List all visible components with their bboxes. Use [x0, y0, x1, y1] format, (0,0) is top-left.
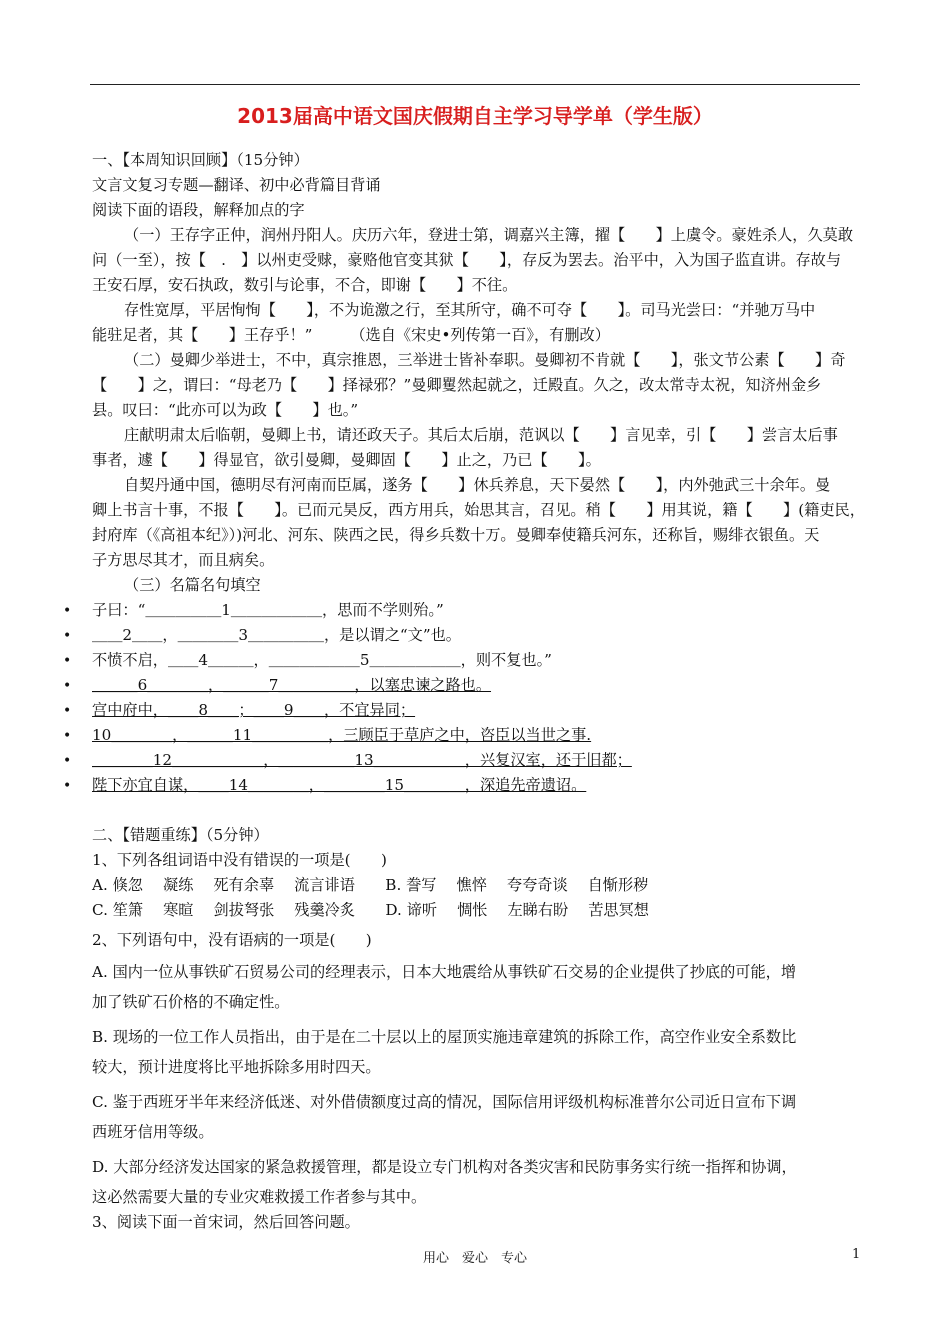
option-a-line: 加了铁矿石价格的不确定性。	[92, 993, 290, 1011]
passage2-line: 能驻足者，其【 】王存乎！” （选自《宋史•列传第一百》，有删改）	[92, 326, 610, 344]
bullet: •	[63, 728, 72, 744]
option-b-line: B. 现场的一位工作人员指出，由于是在二十层以上的屋顶实施违章建筑的拆除工作，高空作业安全系数比	[92, 1028, 797, 1046]
option-c-line: C. 鉴于西班牙半年来经济低迷、对外借债额度过高的情况，国际信用评级机构标准普尔公司近日宣布下调	[92, 1093, 797, 1111]
bullet: •	[63, 628, 72, 644]
passage5-line: 封府库（《高祖本纪》）)河北、河东、陕西之民，得乡兵数十万。曼卿奉使籍兵河东，还称旨，赐绯衣银鱼。天	[92, 526, 820, 544]
question-2: 2、下列语句中，没有语病的一项是( )	[92, 931, 372, 949]
passage1-line: 问（一至），按【 . 】以州吏受赇，豪赂他官变其狱【 】，存反为罢去。治平中，入为国子监直讲。存故与	[92, 251, 842, 269]
fill-line: 不愤不启，＿＿4＿＿＿，＿＿＿＿＿＿5＿＿＿＿＿＿，则不复也。”	[92, 651, 552, 669]
option-c-line: 西班牙信用等级。	[92, 1123, 214, 1141]
footer-text: 用心 爱心 专心	[422, 1251, 527, 1266]
section2-heading: 二、【错题重练】（5分钟）	[92, 826, 269, 844]
passage4-line: 庄献明肃太后临朝，曼卿上书，请还政天子。其后太后崩，范讽以【 】言见幸，引【 】尝言太后事	[124, 426, 838, 444]
passage1-line: （一）王存字正仲，润州丹阳人。庆历六年，登进士第，调嘉兴主簿，擢【 】上虞令。豪姓杀人，久莫敢	[124, 226, 853, 244]
question-3: 3、阅读下面一首宋词，然后回答问题。	[92, 1213, 360, 1231]
option-a-line: A. 国内一位从事铁矿石贸易公司的经理表示，日本大地震给从事铁矿石交易的企业提供了抄底的可能，增	[92, 963, 797, 981]
passage5-line: 子方思尽其才，而且病矣。	[92, 551, 275, 569]
passage3-line: 【 】之，谓曰：“母老乃【 】择禄邪？”曼卿矍然起就之，迁殿直。久之，改太常寺太祝，知济州金乡	[92, 376, 822, 394]
fill-line: 陛下亦宜自谋，＿＿14＿＿＿＿，＿＿＿＿15＿＿＿＿，深追先帝遗诏。	[92, 776, 587, 794]
bullet: •	[63, 653, 72, 669]
passage3-line: 县。叹曰：“此亦可以为政【 】也。”	[92, 401, 359, 419]
question-1: 1、下列各组词语中没有错误的一项是( )	[92, 851, 387, 869]
document-title: 2013届高中语文国庆假期自主学习导学单（学生版）	[237, 104, 713, 128]
fill-line: 宫中府中，＿＿8＿＿；＿＿9＿＿，不宜异同；	[92, 701, 416, 719]
section1-heading: 一、【本周知识回顾】（15分钟）	[92, 151, 309, 169]
bullet: •	[63, 703, 72, 719]
bullet: •	[63, 603, 72, 619]
fill-line: ＿＿2＿＿，＿＿＿＿3＿＿＿＿＿，是以谓之“文”也。	[92, 626, 461, 644]
fill-line: ＿＿＿＿12＿＿＿＿＿＿，＿＿＿＿＿13＿＿＿＿＿＿，兴复汉室，还于旧都；	[92, 751, 632, 769]
header-rule	[90, 84, 860, 85]
option-b-line: 较大，预计进度将比平地拆除多用时四天。	[92, 1058, 381, 1076]
part3-heading: （三）名篇名句填空	[124, 576, 261, 594]
fill-line: 子曰：“＿＿＿＿＿1＿＿＿＿＿＿，思而不学则殆。”	[92, 601, 444, 619]
passage5-line: 自契丹通中国，德明尽有河南而臣属，遂务【 】休兵养息，天下晏然【 】，内外弛武三十余年。曼	[124, 476, 831, 494]
passage1-line: 王安石厚，安石执政，数引与论事，不合，即谢【 】不往。	[92, 276, 518, 294]
passage3-line: （二）曼卿少举进士，不中，真宗推恩，三举进士皆补奉职。曼卿初不肯就【 】，张文节公素【 】奇	[124, 351, 846, 369]
section1-sub1: 文言文复习专题—翻译、初中必背篇目背诵	[92, 176, 381, 194]
fill-line: 10＿＿＿＿，＿＿＿11＿＿＿＿＿，三顾臣于草庐之中，咨臣以当世之事.	[92, 726, 592, 744]
passage5-line: 卿上书言十事，不报【 】。已而元昊反，西方用兵，始思其言，召见。稍【 】用其说，籍【 】(籍吏民，	[92, 501, 865, 519]
fill-line: ＿＿＿6＿＿＿＿，＿＿＿7＿＿＿＿＿，以塞忠谏之路也。	[92, 676, 492, 694]
bullet: •	[63, 678, 72, 694]
bullet: •	[63, 778, 72, 794]
question-1-options-cd: C. 笙箫 寒暄 剑拔弩张 残羹冷炙 D. 谛听 惆怅 左睇右盼 苦思冥想	[92, 901, 649, 919]
passage4-line: 事者，遽【 】得显官，欲引曼卿，曼卿固【 】止之，乃已【 】。	[92, 451, 601, 469]
option-d-line: 这必然需要大量的专业灾难救援工作者参与其中。	[92, 1188, 427, 1206]
section1-sub2: 阅读下面的语段，解释加点的字	[92, 201, 305, 219]
page-number: 1	[852, 1247, 861, 1262]
question-1-options-ab: A. 倏忽 凝练 死有余辜 流言诽语 B. 誊写 憔悴 夸夸奇谈 自惭形秽	[92, 876, 649, 894]
option-d-line: D. 大部分经济发达国家的紧急救援管理，都是设立专门机构对各类灾害和民防事务实行统一指挥和协调，	[92, 1158, 797, 1176]
bullet: •	[63, 753, 72, 769]
passage2-line: 存性宽厚，平居恂恂【 】，不为诡激之行，至其所守，确不可夺【 】。司马光尝曰：“并驰万马中	[124, 301, 816, 319]
